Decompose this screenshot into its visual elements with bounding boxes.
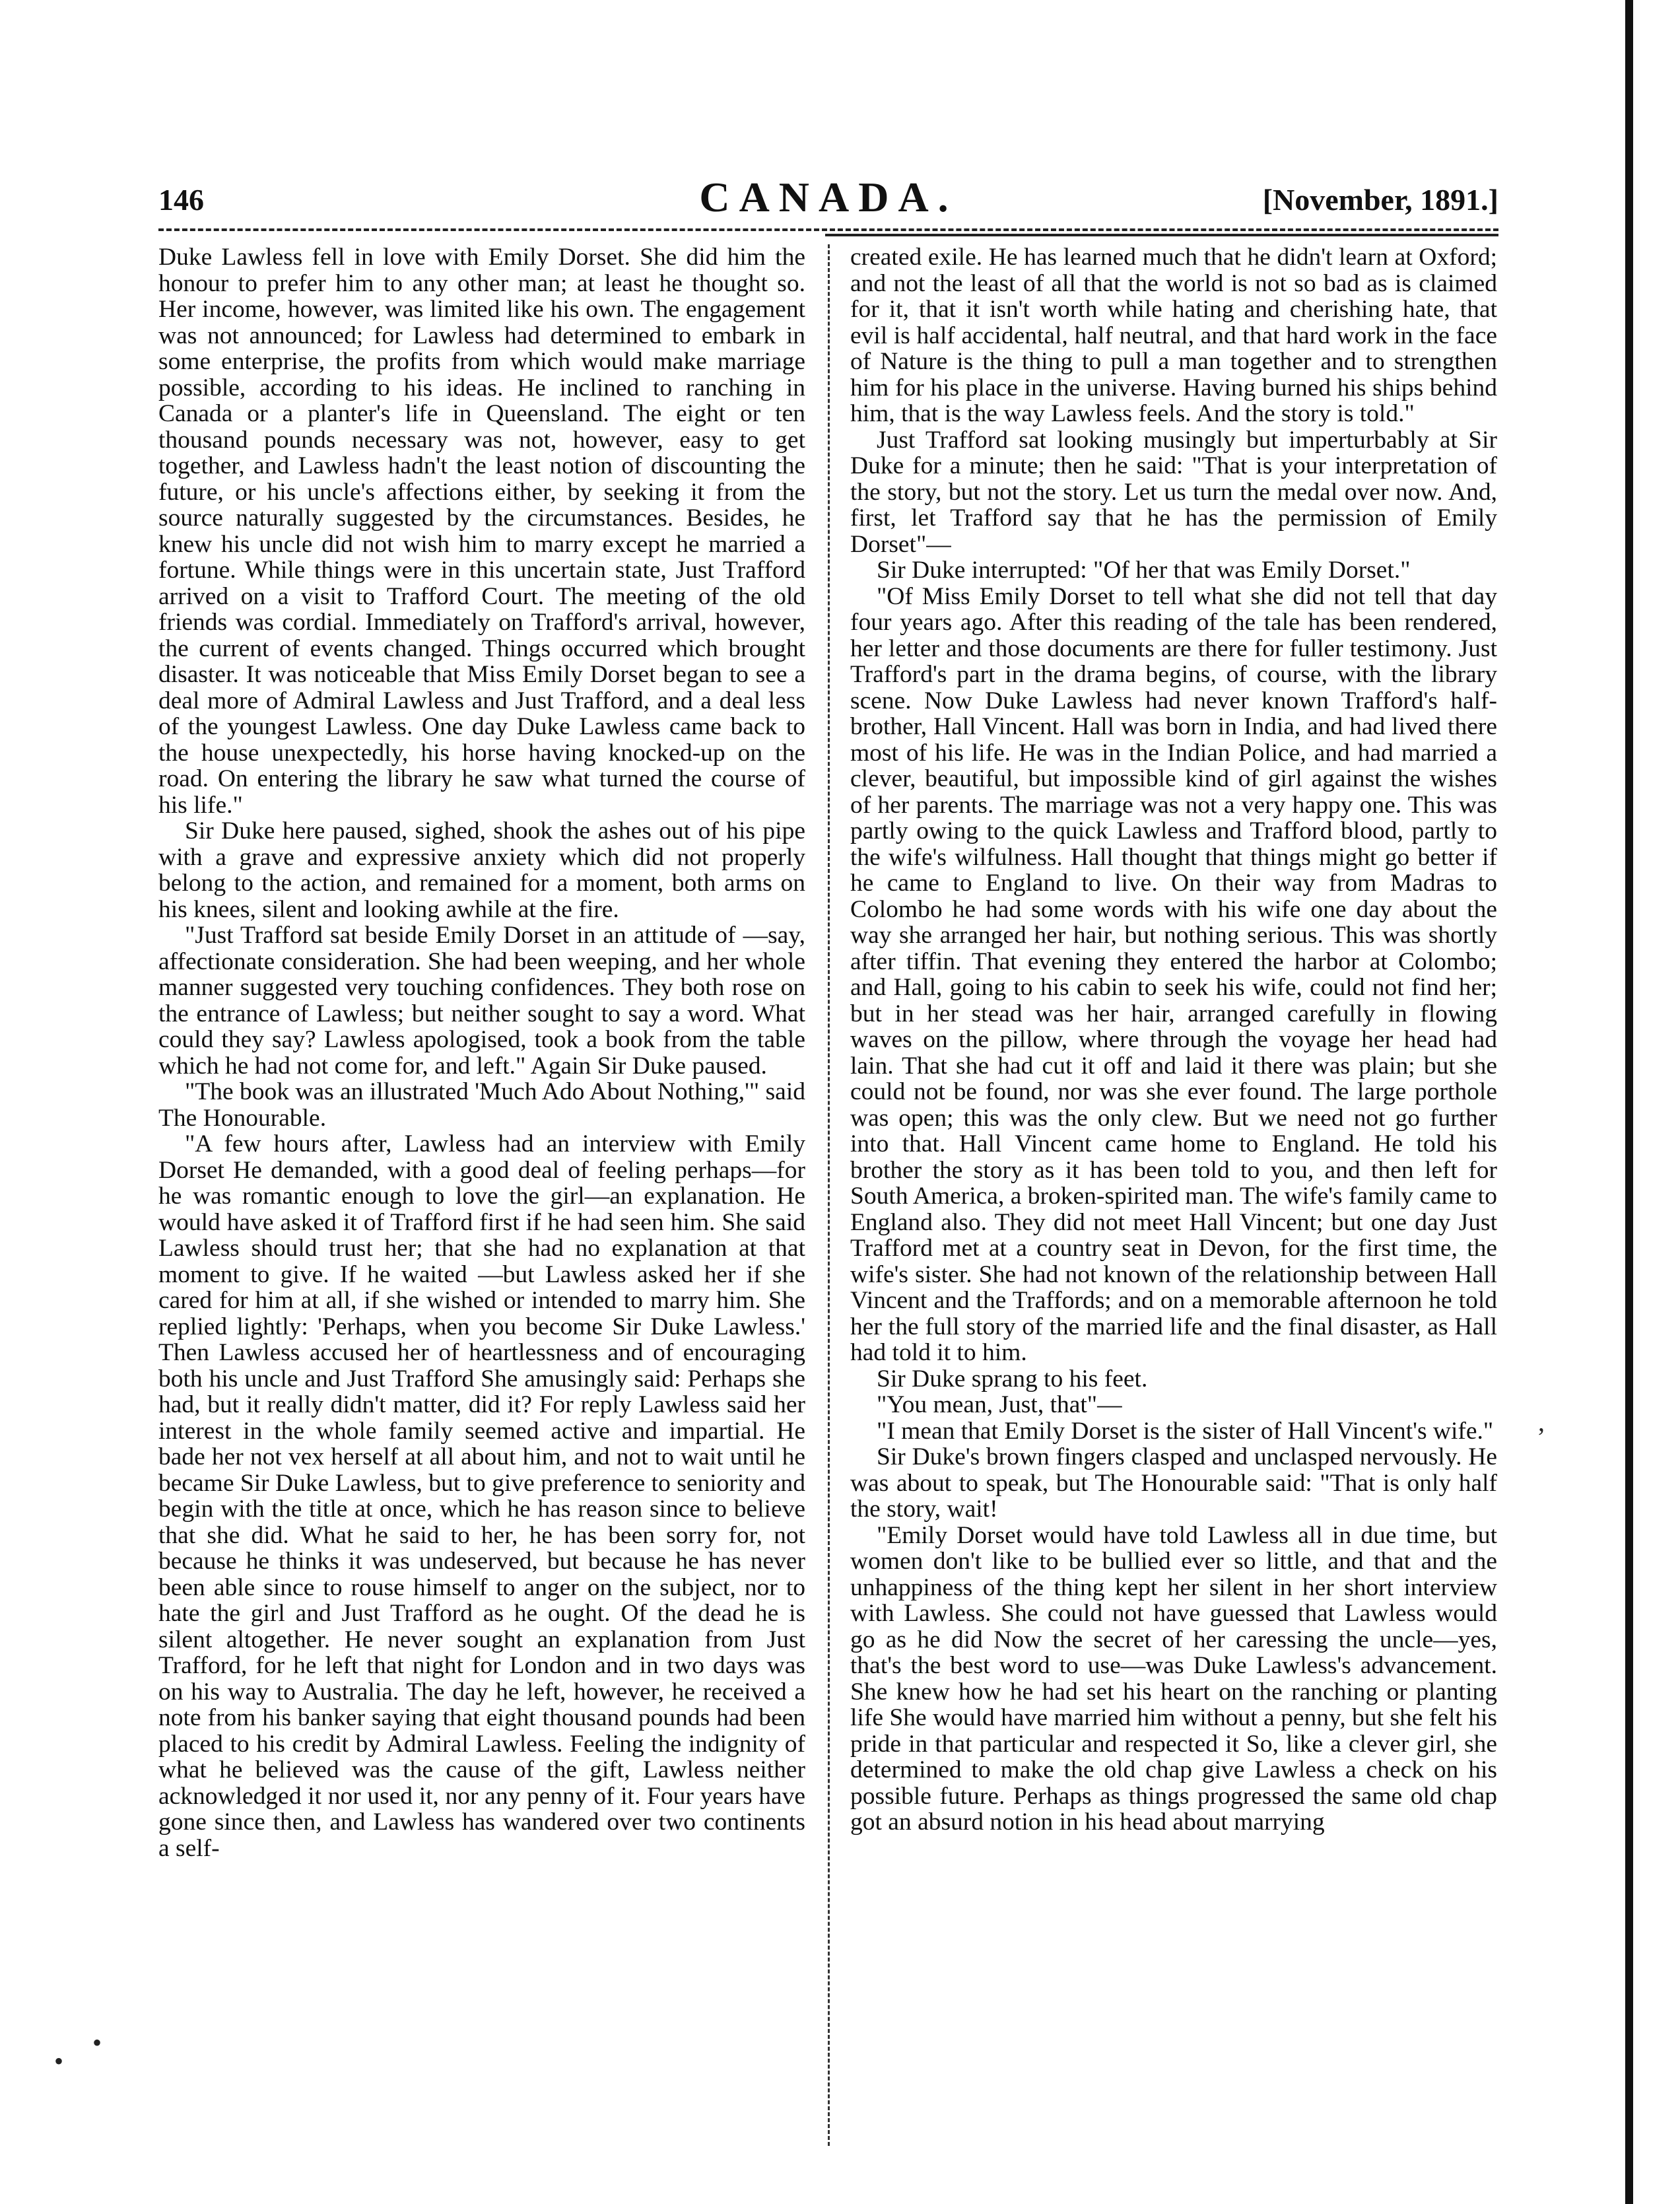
- header-rule: [158, 228, 1498, 231]
- paragraph: Sir Duke interrupted: "Of her that was Emily Dorset.": [877, 557, 1411, 584]
- paragraph: Duke Lawless fell in love with Emily Dorset. She did him the honour to prefer him to any other man; at least he thought so. Her income, however, was limited like his own. The engagement was not announced; for Lawless had determined to embark in some enterprise, the profits from which would make marriage possible, according to his ideas. He inclined to ranching in Canada or a planter's life in Queensland. The eight or ten thousand pounds necessary was not, however, easy to get together, and Lawless hadn't the least notion of discounting the future, or his uncle's affections either, by seeking it from the source naturally suggested by the circumstances. Besides, he knew his uncle did not wish him to marry except he married a fortune. While things were in this uncertain state, Just Trafford arrived on a visit to Trafford Court. The meeting of the old friends was cordial. Immediately on Trafford's arrival, however, the current of events changed. Things occurred which brought disaster. It was noticeable that Miss Emily Dorset began to see a deal more of Admiral Lawless and Just Trafford, and a deal less of the youngest Lawless. One day Duke Lawless came back to the house unexpectedly, his horse having knocked-up on the road. On entering the library he saw what turned the course of his life.": [158, 244, 805, 819]
- paragraph: "The book was an illustrated 'Much Ado About Nothing,'" said The Honourable.: [158, 1078, 805, 1132]
- page-number: 146: [158, 183, 204, 217]
- paragraph: "Emily Dorset would have told Lawless all in due time, but women don't like to be bullied ever so little, and that and the unhappiness of the thing kept her silent in her short interview with Lawless. She could not have guessed that Lawless would go as he did Now the secret of her caressing the uncle—yes, that's the best word to use—was Duke Lawless's advancement. She knew how he had set his heart on the ranching or planting life She would have married him without a penny, but she felt his pride in that particular and respected it So, like a clever girl, she determined to make the old chap give Lawless a check on his possible future. Perhaps as things progressed the same old chap got an absurd notion in his head about marrying: [850, 1521, 1497, 1836]
- paragraph: Sir Duke here paused, sighed, shook the ashes out of his pipe with a grave and expressive anxiety which did not properly belong to the action, and remained for a moment, both arms on his knees, silent and looking awhile at the fire.: [158, 817, 805, 923]
- paragraph: Sir Duke's brown fingers clasped and unclasped nervously. He was about to speak, but The Honourable said: "That is only half the story, wait!: [850, 1443, 1497, 1523]
- margin-speck: •: [54, 2046, 64, 2076]
- paragraph: "I mean that Emily Dorset is the sister of Hall Vincent's wife.": [877, 1417, 1494, 1445]
- paragraph: "You mean, Just, that"—: [877, 1391, 1122, 1418]
- issue-date: [November, 1891.]: [1262, 183, 1498, 217]
- paragraph: "A few hours after, Lawless had an interview with Emily Dorset He demanded, with a good deal of feeling perhaps—for he was romantic enough to love the girl—an explanation. He would have asked it of Trafford first if he had seen him. She said Lawless should trust her; that she had no explanation at that moment to give. If he waited —but Lawless asked her if she cared for him at all, if she wished or intended to marry him. She replied lightly: 'Perhaps, when you become Sir Duke Lawless.' Then Lawless accused her of heartlessness and of encouraging both his uncle and Just Trafford She amusingly said: Perhaps she had, but it really didn't matter, did it? For reply Lawless said her interest in the whole family seemed active and impartial. He bade her not vex herself at all about him, and not to wait until he became Sir Duke Lawless, but to give preference to seniority and begin with the title at once, which he has reason since to believe that she did. What he said to her, he has been sorry for, not because he thinks it was undeserved, but because he has never been able since to rouse himself to anger on the subject, nor to hate the girl and Just Trafford as he ought. Of the dead he is silent altogether. He never sought an explanation from Just Trafford, for he left that night for London and in two days was on his way to Australia. The day he left, however, he received a note from his banker saying that eight thousand pounds had been placed to his credit by Admiral Lawless. Feeling the indignity of what he believed was the cause of the gift, Lawless neither acknowledged it nor used it, nor any penny of it. Four years have gone since then, and Lawless has wandered over two continents a self-: [158, 1130, 805, 1862]
- right-column: [850, 244, 1497, 2146]
- paragraph: created exile. He has learned much that he didn't learn at Oxford; and not the least of all that the world is not so bad as is claimed for it, that it isn't worth while hating and cherishing hate, that evil is half accidental, half neutral, and that hard work in the face of Nature is the thing to pull a man together and to strengthen him for his place in the universe. Having burned his ships behind him, that is the way Lawless feels. And the story is told.": [850, 244, 1497, 427]
- margin-speck: ,: [1538, 1407, 1545, 1437]
- paragraph: "Of Miss Emily Dorset to tell what she did not tell that day four years ago. After this reading of the tale has been rendered, her letter and those documents are there for fuller testimony. Just Trafford's part in the drama begins, of course, with the library scene. Now Duke Lawless had never known Trafford's half-brother, Hall Vincent. Hall was born in India, and had lived there most of his life. He was in the Indian Police, and had married a clever, beautiful, but impossible kind of girl against the wishes of her parents. The marriage was not a very happy one. This was partly owing to the quick Lawless and Trafford blood, partly to the wife's wilfulness. Hall thought that things might go better if he came to England to live. On their way from Madras to Colombo he had some words with his wife one day about the way she arranged her hair, but nothing serious. This was shortly after tiffin. That evening they entered the harbor at Colombo; and Hall, going to his cabin to seek his wife, could not find her; but in her stead was her hair, arranged carefully in flowing waves on the pillow, where through the voyage her head had lain. That she had cut it off and laid it there was plain; but she could not be found, nor was she ever found. The large porthole was open; this was the only clew. But we need not go further into that. Hall Vincent came home to England. He told his brother the story as it has been told to you, and then left for South America, a broken-spirited man. The wife's family came to England also. They did not meet Hall Vincent; but one day Just Trafford met at a country seat in Devon, for the first time, the wife's sister. She had not known of the relationship between Hall Vincent and the Traffords; and on a memorable afternoon he told her the full story of the married life and the final disaster, as Hall had told it to him.: [850, 582, 1497, 1366]
- left-column: [158, 244, 805, 2146]
- header-rule-secondary: [825, 234, 1498, 236]
- page-edge-shadow: [1625, 0, 1633, 2204]
- margin-speck: •: [92, 2028, 102, 2057]
- paragraph: Sir Duke sprang to his feet.: [877, 1365, 1148, 1393]
- paragraph: "Just Trafford sat beside Emily Dorset in an attitude of —say, affectionate consideration. She had been weeping, and her whole manner suggested very touching confidences. They both rose on the entrance of Lawless; but neither sought to say a word. What could they say? Lawless apologised, took a book from the table which he had not come for, and left." Again Sir Duke paused.: [158, 922, 805, 1080]
- masthead-title: CANADA.: [699, 174, 958, 221]
- paragraph: Just Trafford sat looking musingly but imperturbably at Sir Duke for a minute; then he said: "That is your interpretation of the story, but not the story. Let us turn the medal over now. And, first, let Trafford say that he has the permission of Emily Dorset"—: [850, 426, 1497, 558]
- column-divider: [828, 244, 830, 2146]
- page-header: [158, 173, 1498, 226]
